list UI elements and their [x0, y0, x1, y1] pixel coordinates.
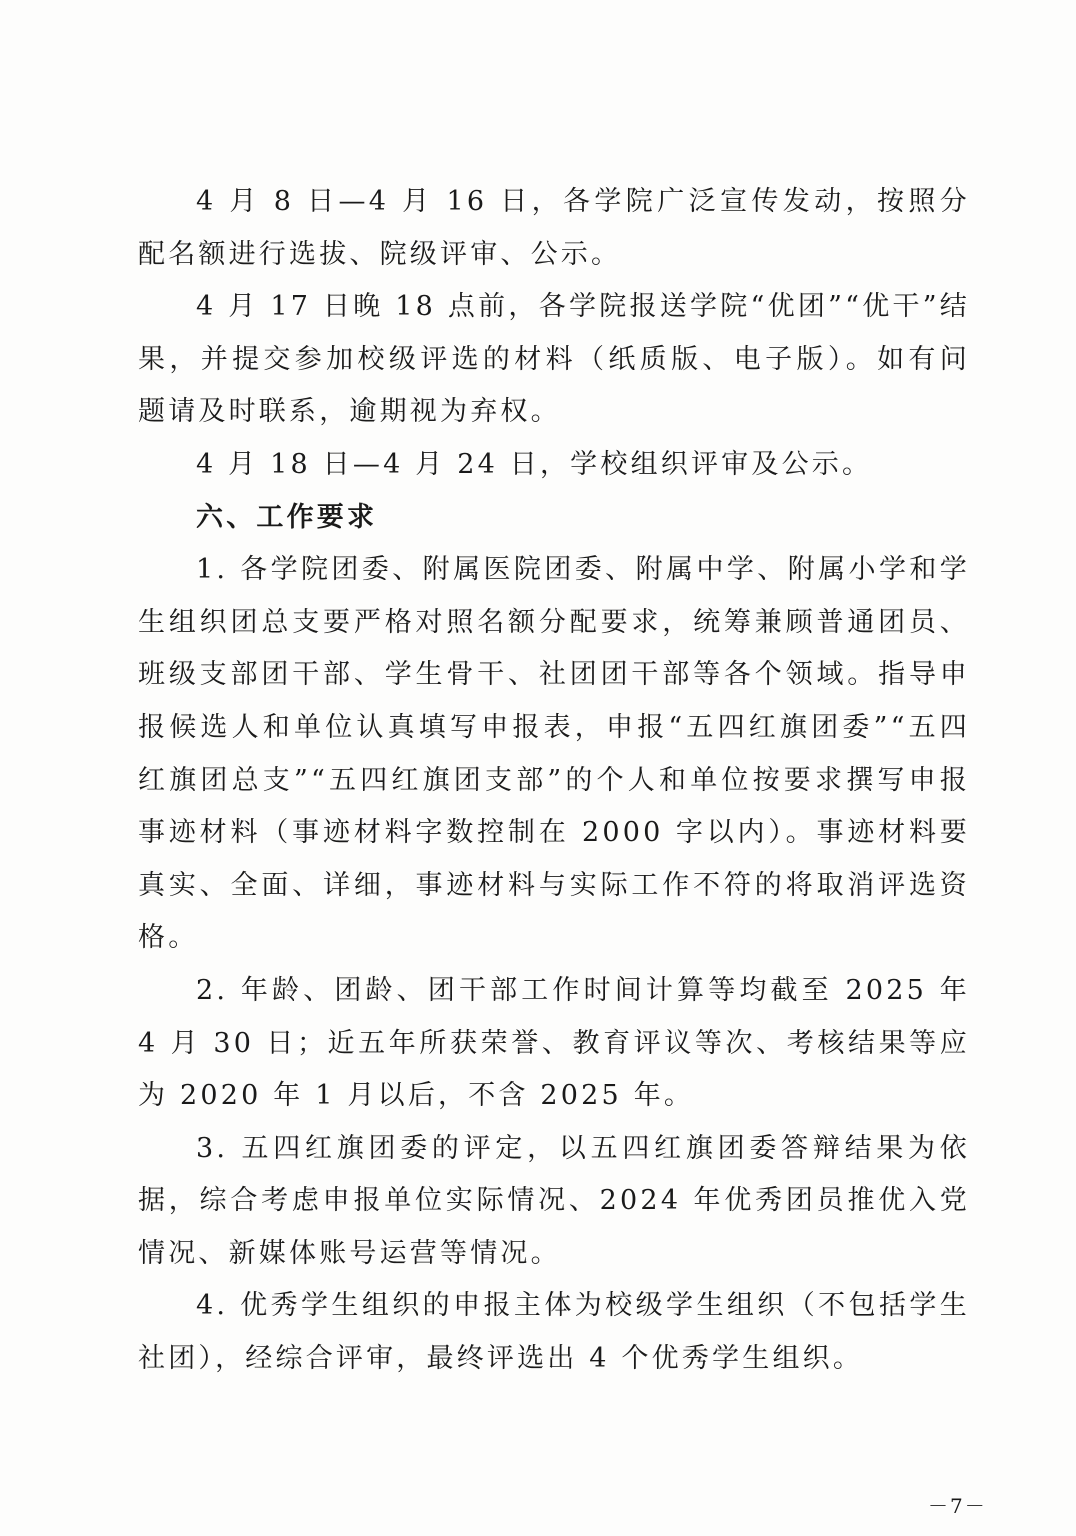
- requirement-item-2: 2. 年龄、团龄、团干部工作时间计算等均截至 2025 年 4 月 30 日；近五年所获荣誉、教育评议等次、考核结果等应为 2020 年 1 月以后，不含 2025 年。: [138, 974, 970, 1112]
- requirement-item-4: 4. 优秀学生组织的申报主体为校级学生组织（不包括学生社团），经综合评审，最终评选出 4 个优秀学生组织。: [138, 1290, 970, 1375]
- requirement-item-1: 1. 各学院团委、附属医院团委、附属中学、附属小学和学生组织团总支要严格对照名额分配要求，统筹兼顾普通团员、班级支部团干部、学生骨干、社团团干部等各个领域。指导申报候选人和单位认真填写申报表，申报“五四红旗团委”“五四红旗团总支”“五四红旗团支部”的个人和单位按要求撰写申报事迹材料（事迹材料字数控制在 2000 字以内）。事迹材料要真实、全面、详细，事迹材料与实际工作不符的将取消评选资格。: [138, 554, 970, 954]
- page-number: －7－: [928, 1494, 987, 1518]
- section-heading: 六、工作要求: [196, 501, 378, 533]
- schedule-paragraph-3: 4 月 18 日—4 月 24 日，学校组织评审及公示。: [196, 448, 873, 480]
- schedule-paragraph-1: 4 月 8 日—4 月 16 日，各学院广泛宣传发动，按照分配名额进行选拔、院级评审、公示。: [138, 186, 970, 270]
- schedule-paragraph-2: 4 月 17 日晚 18 点前，各学院报送学院“优团”“优干”结果，并提交参加校级评选的材料（纸质版、电子版）。如有问题请及时联系，逾期视为弃权。: [138, 291, 970, 428]
- document-body: [138, 176, 970, 1386]
- requirement-item-3: 3. 五四红旗团委的评定，以五四红旗团委答辩结果为依据，综合考虑申报单位实际情况、2024 年优秀团员推优入党情况、新媒体账号运营等情况。: [138, 1132, 970, 1269]
